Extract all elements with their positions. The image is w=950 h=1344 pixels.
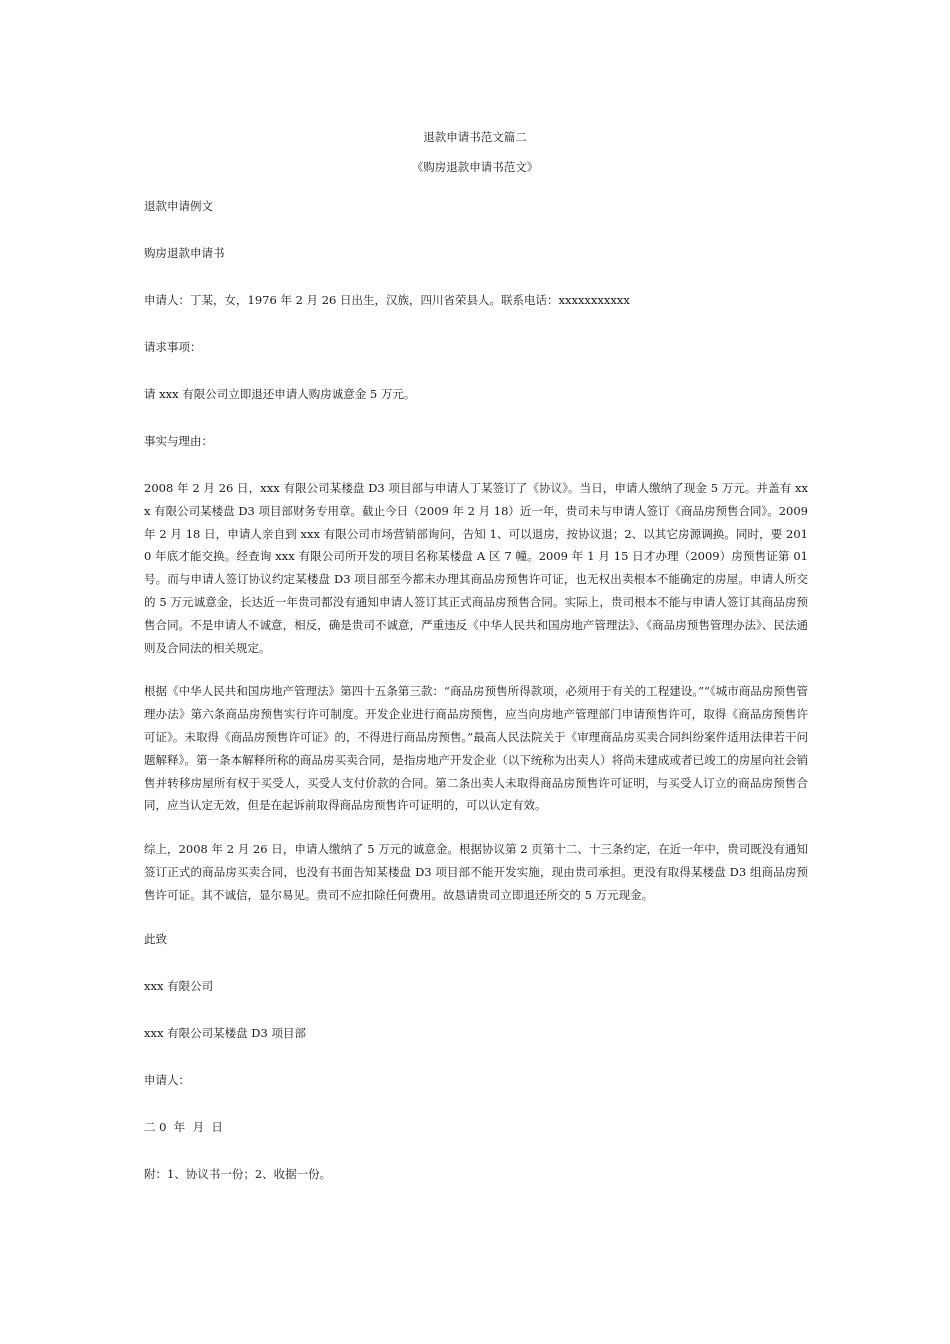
request-text: 请 xxx 有限公司立即退还申请人购房诚意金 5 万元。 [144,387,416,401]
paragraph-facts: 2008 年 2 月 26 日，xxx 有限公司某楼盘 D3 项目部与申请人丁某签订了《协议》。当日，申请人缴纳了现金 5 万元。并盖有 xxx 有限公司某楼盘 D3 项目部财务专用章。截止今日（2009 年 2 月 18）近一年，贵司未与申请人签订《商品房预售合同》。2009 年 2 月 18 日，申请人亲自到 xxx 有限公司市场营销部询问，告知 1、可以退房，按协议退；2、以其它房源调换。同时，要 2010 年底才能交换。经查询 xxx 有限公司所开发的项目名称某楼盘 A 区 7 幢。2009 年 1 月 15 日才办理（2009）房预售证第 01 号。而与申请人签订协议约定某楼盘 D3 项目部至今都未办理其商品房预售许可证，也无权出卖根本不能确定的房屋。申请人所交的 5 万元诚意金，长达近一年贵司都没有通知申请人签订其正式商品房预售合同。实际上，贵司根本不能与申请人签订其商品房预售合同。不是申请人不诚意，相反，确是贵司不诚意，严重违反《中华人民共和国房地产管理法》、《商品房预售管理办法》、民法通则及合同法的相关规定。 [144,481,808,655]
recipient-company: xxx 有限公司 [144,978,214,993]
paragraph-law: 根据《中华人民共和国房地产管理法》第四十五条第三款：“商品房预售所得款项，必须用于有关的工程建设。”“《城市商品房预售管理办法》第六条商品房预售实行许可制度。开发企业进行商品房预售，应当向房地产管理部门申请预售许可，取得《商品房预售许可证》。未取得《商品房预售许可证》的，不得进行商品房预售。”最高人民法院关于《审理商品房买卖合同纠纷案件适用法律若干问题解释》。第一条本解释所称的商品房买卖合同，是指房地产开发企业（以下统称为出卖人）将尚未建成或者已竣工的房屋向社会销售并转移房屋所有权于买受人，买受人支付价款的合同。第二条出卖人未取得商品房预售许可证明，与买受人订立的商品房预售合同，应当认定无效，但是在起诉前取得商品房预售许可证明的，可以认定有效。 [144,684,808,813]
paragraph-conclusion: 综上，2008 年 2 月 26 日，申请人缴纳了 5 万元的诚意金。根据协议第 2 页第十二、十三条约定，在近一年中，贵司既没有通知签订正式的商品房买卖合同，也没有书面告知某楼盘 D3 项目部不能开发实施，现由贵司承担。更没有取得某楼盘 D3 组商品房预售许可证。其不诚信，显尔易见。贵司不应扣除任何费用。故恳请贵司立即退还所交的 5 万元现金。 [144,842,808,902]
signature-label: 申请人： [144,1072,190,1087]
applicant-info: 申请人：丁某，女，1976 年 2 月 26 日出生，汉族，四川省荣县人。联系电话：xxxxxxxxxxx [144,293,630,307]
attachments: 附：1、协议书一份；2、收据一份。 [144,1166,332,1181]
recipient-project: xxx 有限公司某楼盘 D3 项目部 [144,1025,306,1040]
document-body [144,195,808,1210]
salutation: 此致 [144,931,167,946]
request-label: 请求事项： [144,340,202,354]
document-title: 退款申请书范文篇二 [423,130,527,144]
title-block [0,122,950,182]
heading-example: 退款申请例文 [144,199,213,213]
facts-label: 事实与理由： [144,434,213,448]
date-line: 二 0 年 月 日 [144,1119,223,1134]
heading-doc: 购房退款申请书 [144,246,225,260]
document-subtitle: 《购房退款申请书范文》 [411,160,539,174]
